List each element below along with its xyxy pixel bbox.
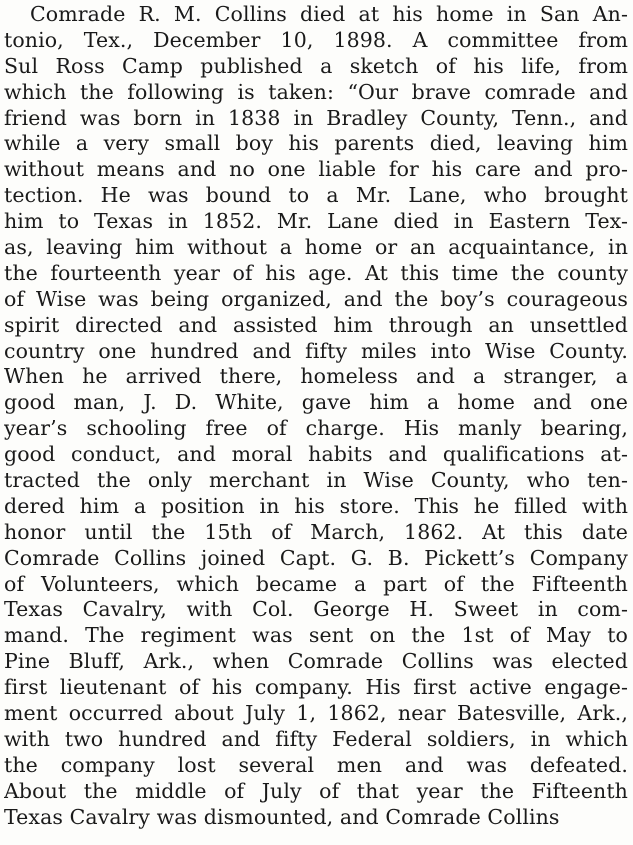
text-line: Pine Bluff, Ark., when Comrade Collins was elected bbox=[4, 649, 628, 674]
text-line: dered him a position in his store. This he filled with bbox=[4, 493, 628, 518]
text-line: good man, J. D. White, gave him a home and one bbox=[4, 390, 628, 415]
text-line: Sul Ross Camp published a sketch of his life, from bbox=[4, 53, 628, 78]
text-line: honor until the 15th of March, 1862. At this date bbox=[4, 519, 628, 544]
text-line: year’s schooling free of charge. His manly bearing, bbox=[4, 416, 628, 441]
text-line: tection. He was bound to a Mr. Lane, who brought bbox=[4, 183, 628, 208]
text-line: country one hundred and fifty miles into Wise County. bbox=[4, 338, 628, 363]
text-line: spirit directed and assisted him through an unsettled bbox=[4, 312, 628, 337]
text-line: Texas Cavalry was dismounted, and Comrade Collins bbox=[4, 804, 560, 829]
text-line: which the following is taken: “Our brave comrade and bbox=[4, 79, 628, 104]
text-line: mand. The regiment was sent on the 1st of May to bbox=[4, 623, 628, 648]
text-line: the fourteenth year of his age. At this time the county bbox=[4, 260, 628, 285]
text-line: while a very small boy his parents died, leaving him bbox=[4, 131, 628, 156]
text-line: Texas Cavalry, with Col. George H. Sweet in com- bbox=[4, 597, 628, 622]
text-line: friend was born in 1838 in Bradley County, Tenn., and bbox=[4, 105, 628, 130]
text-line: first lieutenant of his company. His first active engage- bbox=[4, 675, 628, 700]
text-line: ment occurred about July 1, 1862, near Batesville, Ark., bbox=[4, 701, 628, 726]
text-line: him to Texas in 1852. Mr. Lane died in Eastern Tex- bbox=[4, 209, 628, 234]
text-line: good conduct, and moral habits and qualifications at- bbox=[4, 442, 628, 467]
text-line: the company lost several men and was defeated. bbox=[4, 752, 628, 777]
text-line: Comrade R. M. Collins died at his home in San An- bbox=[30, 2, 628, 26]
text-line: as, leaving him without a home or an acquaintance, in bbox=[4, 235, 628, 260]
text-line: without means and no one liable for his care and pro- bbox=[4, 157, 628, 182]
text-line: When he arrived there, homeless and a stranger, a bbox=[4, 364, 628, 389]
text-line: About the middle of July of that year the Fifteenth bbox=[4, 778, 628, 803]
obituary-paragraph bbox=[4, 2, 628, 831]
text-line: of Wise was being organized, and the boy’s courageous bbox=[4, 286, 628, 311]
text-line: with two hundred and fifty Federal soldiers, in which bbox=[4, 726, 628, 751]
text-line: tonio, Tex., December 10, 1898. A committee from bbox=[4, 27, 628, 52]
text-line: Comrade Collins joined Capt. G. B. Pickett’s Company bbox=[4, 545, 628, 570]
text-line: of Volunteers, which became a part of the Fifteenth bbox=[4, 571, 628, 596]
text-line: tracted the only merchant in Wise County, who ten- bbox=[4, 468, 628, 493]
